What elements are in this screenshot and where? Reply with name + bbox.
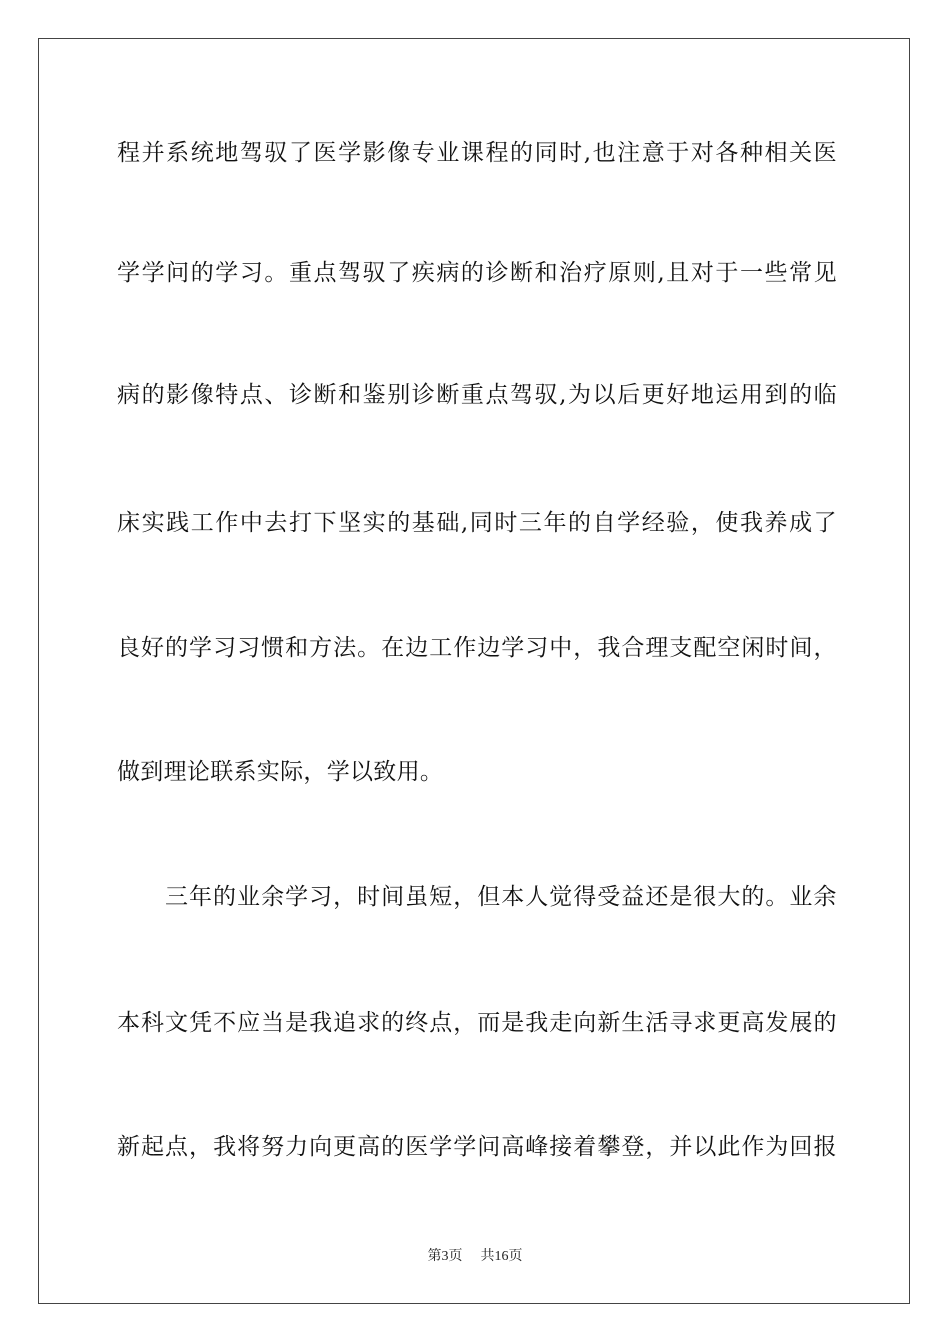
page-number: 第3页 [427, 1249, 463, 1264]
paragraph-line: 病 的 影 像 特 点 、 诊 断 和 鉴 别 诊 断 重 点 驾 驭 , 为 以 后 更 好 地 运 用 到 的 临 [117, 382, 837, 408]
paragraph-line: 三 年 的 业 余 学 习 ， 时 间 虽 短 ， 但 本 人 觉 得 受 益 还 是 很 大 的 。 业 余 [165, 884, 837, 910]
page-border [38, 38, 910, 1304]
paragraph-line: 程 并 系 统 地 驾 驭 了 医 学 影 像 专 业 课 程 的 同 时 , 也 注 意 于 对 各 种 相 关 医 [117, 140, 837, 166]
total-pages: 共16页 [480, 1249, 523, 1264]
page-footer [0, 1248, 950, 1266]
paragraph-line: 做到理论联系实际，学以致用。 [117, 759, 444, 785]
paragraph-line: 床 实 践 工 作 中 去 打 下 坚 实 的 基 础 , 同 时 三 年 的 自 学 经 验 ， 使 我 养 成 了 [117, 510, 837, 536]
paragraph-line: 新 起 点 ， 我 将 努 力 向 更 高 的 医 学 学 问 高 峰 接 着 攀 登 ， 并 以 此 作 为 回 报 [117, 1134, 837, 1160]
paragraph-line: 本 科 文 凭 不 应 当 是 我 追 求 的 终 点 ， 而 是 我 走 向 新 生 活 寻 求 更 高 发 展 的 [117, 1010, 837, 1036]
paragraph-line: 学 学 问 的 学 习 。 重 点 驾 驭 了 疾 病 的 诊 断 和 治 疗 原 则 , 且 对 于 一 些 常 见 [117, 260, 837, 286]
paragraph-line: 良 好 的 学 习 习 惯 和 方 法 。 在 边 工 作 边 学 习 中 ， 我 合 理 支 配 空 闲 时 间 ， [117, 635, 837, 661]
